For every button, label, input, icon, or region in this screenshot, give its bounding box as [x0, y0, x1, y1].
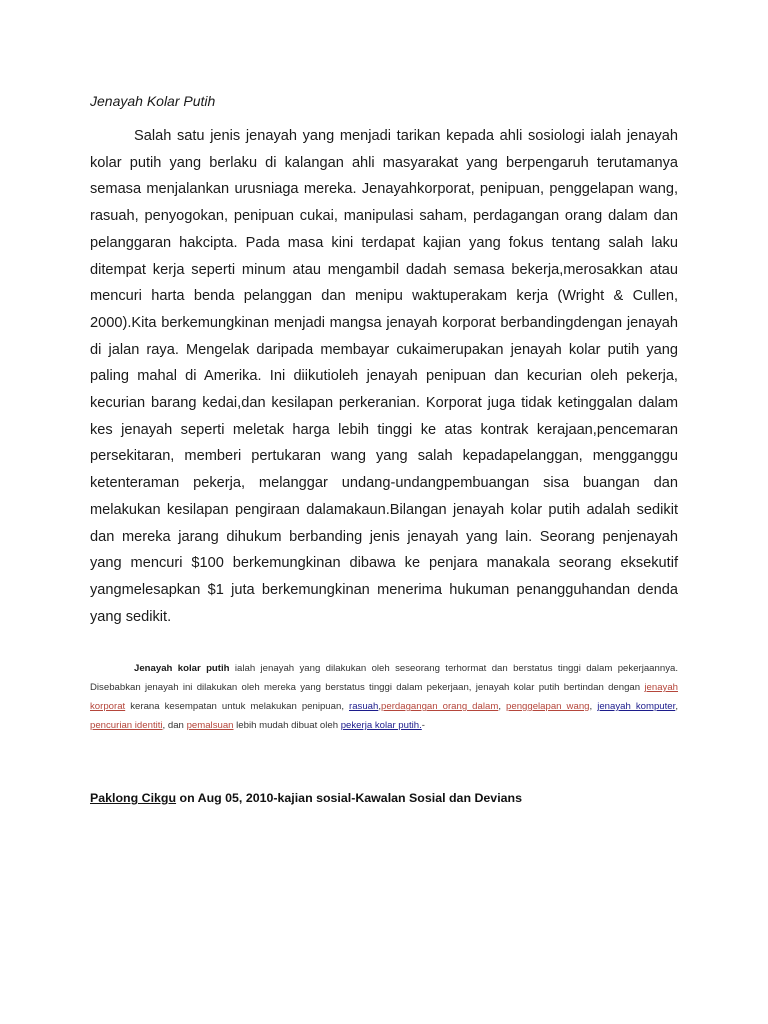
- note-text-1: ialah jenayah yang dilakukan oleh seseorang terhormat dan berstatus tinggi dalam pekerjaannya. Disebabkan jenayah ini dilakukan oleh mereka yang berstatus tinggi dalam pekerjaan, jenayah kolar putih bertindan dengan: [90, 663, 678, 693]
- main-paragraph: Salah satu jenis jenayah yang menjadi tarikan kepada ahli sosiologi ialah jenayah kolar putih yang berlaku di kalangan ahli masyarakat yang berpengaruh terutamanya semasa menjalankan urusniaga mereka. Jenayahkorporat, penipuan, penggelapan wang, rasuah, penyogokan, penipuan cukai, manipulasi saham, perdagangan orang dalam dan pelanggaran hakcipta. Pada masa kini terdapat kajian yang fokus tentang salah laku ditempat kerja seperti minum atau mengambil dadah semasa bekerja,merosakkan atau mencuri harta benda pelanggan dan menipu waktuperakam kerja (Wright & Cullen, 2000).Kita berkemungkinan menjadi mangsa jenayah korporat berbandingdengan jenayah di jalan raya. Mengelak daripada membayar cukaimerupakan jenayah kolar putih yang paling mahal di Amerika. Ini diikutioleh jenayah penipuan dan kecurian oleh pekerja, kecurian barang kedai,dan kesilapan perkeranian. Korporat juga tidak ketinggalan dalam kes jenayah seperti meletak harga lebih tinggi ke atas kontrak kerajaan,pencemaran persekitaran, memberi pertukaran wang yang salah kepadapelanggan, mengganggu ketenteraman pekerja, melanggar undang-undangpembuangan sisa buangan dan melakukan kesilapan pengiraan dalamakaun.Bilangan jenayah kolar putih adalah sedikit dan mereka jarang dihukum berbanding jenis jenayah yang lain. Seorang penjenayah yang mencuri $100 berkemungkinan dibawa ke penjara manakala seorang eksekutif yangmelesapkan $1 juta berkemungkinan menerima hukuman penangguhandan denda yang sedikit.: [90, 128, 678, 625]
- link-jenayah-komputer[interactable]: jenayah komputer: [597, 701, 676, 712]
- link-rasuah[interactable]: rasuah: [349, 701, 379, 712]
- link-pemalsuan[interactable]: pemalsuan: [186, 720, 234, 731]
- footer-author[interactable]: Paklong Cikgu: [90, 791, 177, 805]
- link-pekerja-kolar-putih[interactable]: pekerja kolar putih.: [340, 720, 422, 731]
- document-title: Jenayah Kolar Putih: [90, 93, 216, 109]
- note-term: Jenayah kolar putih: [134, 663, 230, 674]
- footer-citation: [90, 789, 522, 807]
- note-sep-3: ,: [589, 701, 598, 712]
- footer-details: on Aug 05, 2010-kajian sosial-Kawalan Sosial dan Devians: [176, 791, 522, 805]
- note-text-4: lebih mudah dibuat oleh: [233, 720, 341, 731]
- note-text-3: , dan: [162, 720, 187, 731]
- link-perdagangan-orang-dalam[interactable]: perdagangan orang dalam: [381, 701, 499, 712]
- link-pencurian-identiti[interactable]: pencurian identiti: [90, 720, 163, 731]
- note-sep-4: ,: [675, 701, 678, 712]
- link-jenayah-korporat[interactable]: jenayah korporat: [90, 682, 678, 712]
- link-penggelapan-wang[interactable]: penggelapan wang: [506, 701, 590, 712]
- note-sep-2: ,: [498, 701, 507, 712]
- note-sep-1: ,: [378, 701, 382, 712]
- note-text-5: -: [421, 720, 425, 731]
- note-text-2: kerana kesempatan untuk melakukan penipuan,: [125, 701, 350, 712]
- definition-note: [90, 659, 678, 735]
